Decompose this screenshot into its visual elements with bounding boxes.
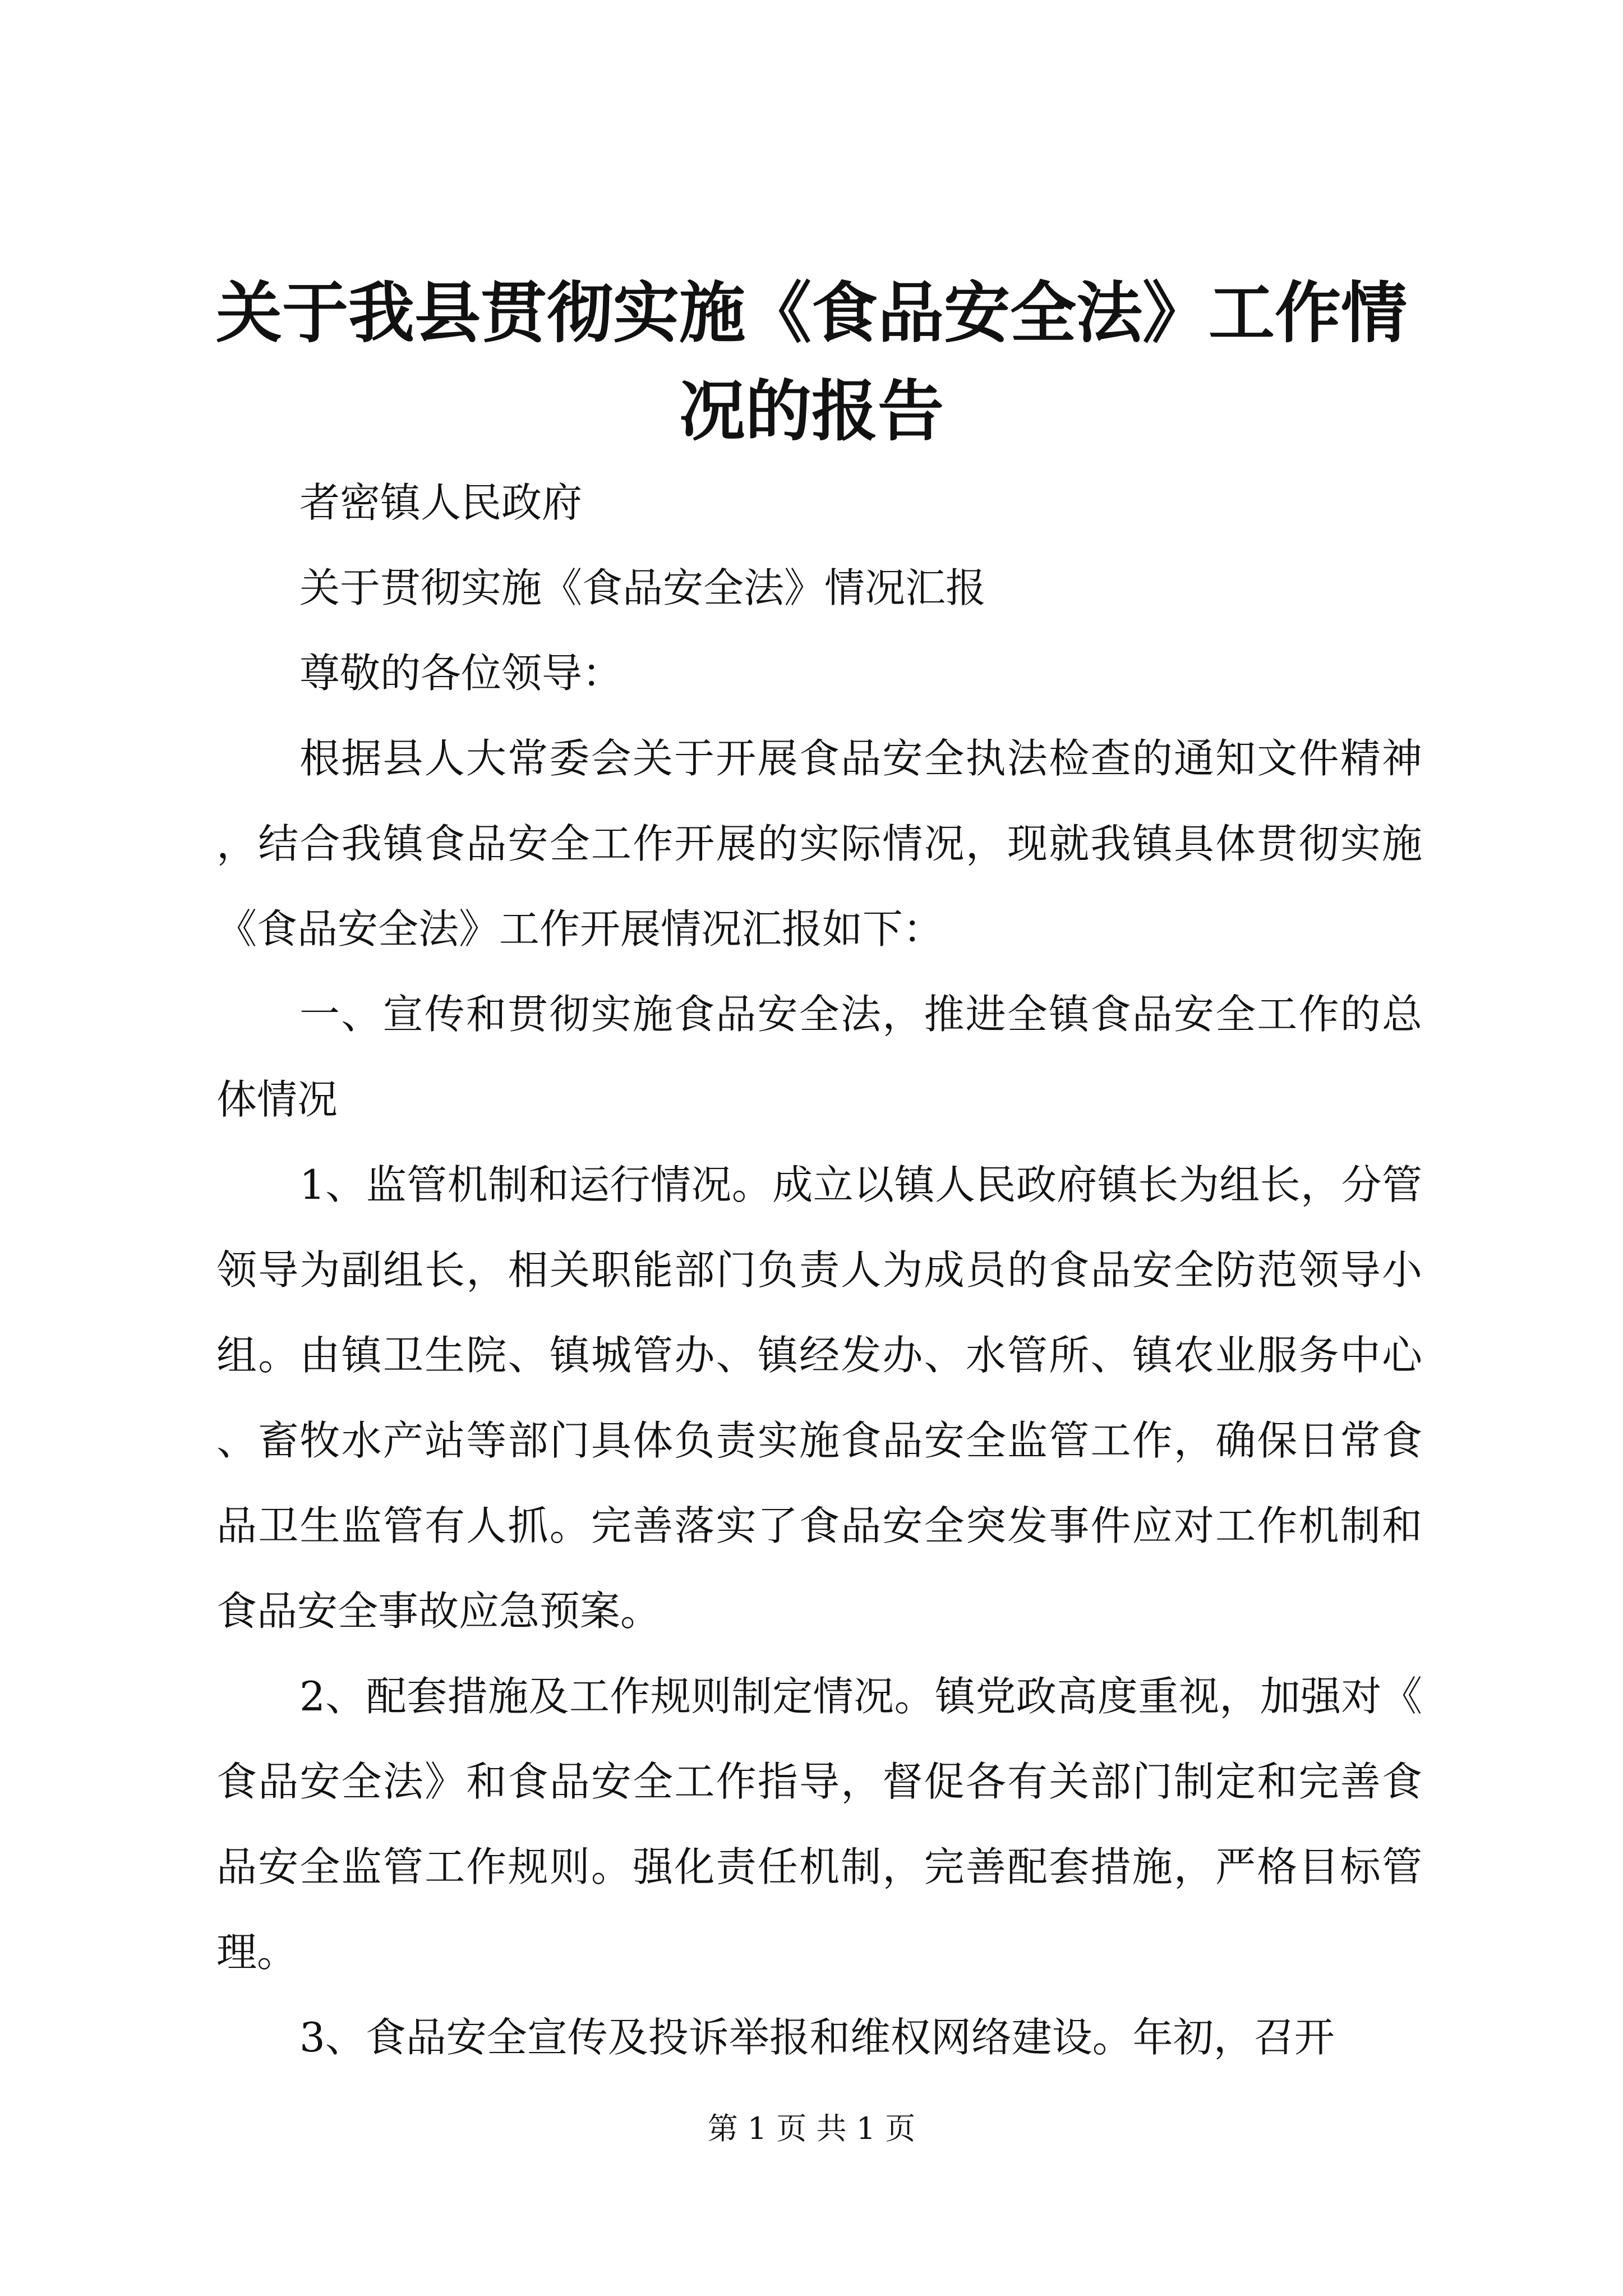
paragraph-issuer: 者密镇人民政府 <box>299 479 583 526</box>
paragraph-report-subject: 关于贯彻实施《食品安全法》情况汇报 <box>299 564 986 611</box>
document-title: 关于我县贯彻实施《食品安全法》工作情况的报告 <box>215 274 1407 450</box>
paragraph-publicity-and-complaints: 3、食品安全宣传及投诉举报和维权网络建设。年初，召开 <box>299 2014 1335 2061</box>
section-heading-overall-situation: 一、宣传和贯彻实施食品安全法，推进全镇食品安全工作的总体情况 <box>216 991 1422 1123</box>
paragraph-salutation: 尊敬的各位领导： <box>299 650 623 697</box>
paragraph-introduction: 根据县人大常委会关于开展食品安全执法检查的通知文件精神，结合我镇食品安全工作开展的实际情况，现就我镇具体贯彻实施《食品安全法》工作开展情况汇报如下： <box>216 735 1422 953</box>
paragraph-supervision-mechanism: 1、监管机制和运行情况。成立以镇人民政府镇长为组长，分管领导为副组长，相关职能部门负责人为成员的食品安全防范领导小组。由镇卫生院、镇城管办、镇经发办、水管所、镇农业服务中心、畜牧水产站等部门具体负责实施食品安全监管工作，确保日常食品卫生监管有人抓。完善落实了食品安全突发事件应对工作机制和食品安全事故应急预案。 <box>216 1161 1422 1635</box>
paragraph-supporting-measures: 2、配套措施及工作规则制定情况。镇党政高度重视，加强对《食品安全法》和食品安全工作指导，督促各有关部门制定和完善食品安全监管工作规则。强化责任机制，完善配套措施，严格目标管理。 <box>216 1673 1422 1976</box>
page-number-footer: 第 1 页 共 1 页 <box>707 2111 916 2146</box>
document-body <box>216 460 1422 2080</box>
